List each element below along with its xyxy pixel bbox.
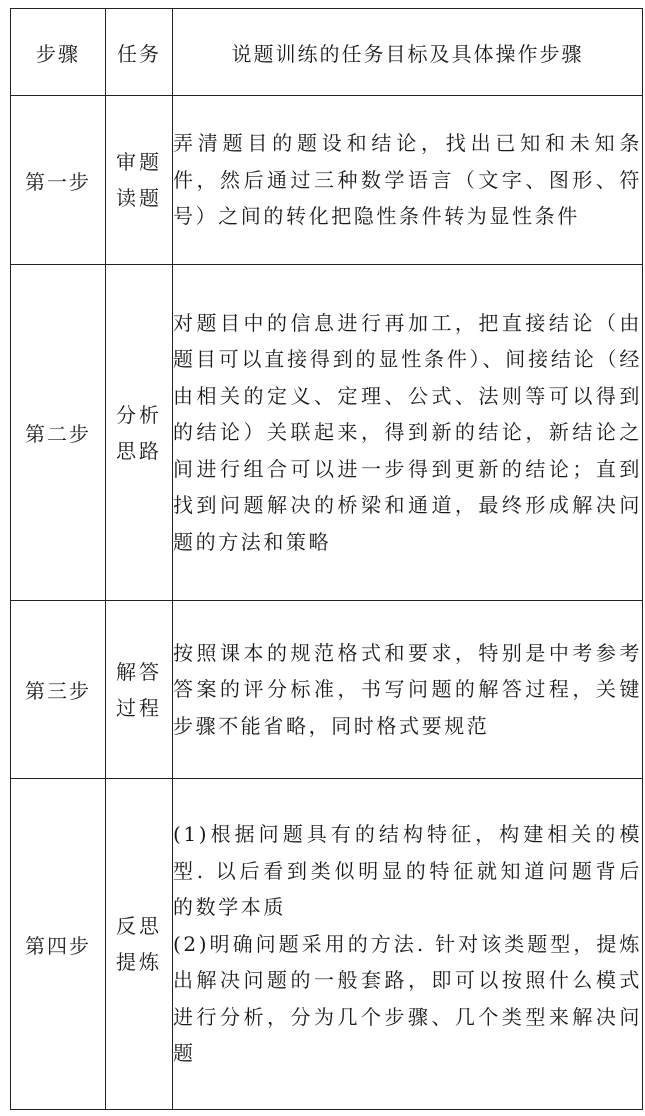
description-text: 按照课本的规范格式和要求，特别是中考参考答案的评分标准，书写问题的解答过程，关键步骤不能省略，同时格式要规范 [173,640,642,738]
task-label-line: 解答 [116,659,162,684]
steps-table [10,8,643,1110]
header-description: 说题训练的任务目标及具体操作步骤 [173,9,643,96]
table-row [11,779,643,1110]
table-header-row [11,9,643,96]
header-step: 步骤 [11,9,106,96]
step-label: 第二步 [11,265,106,601]
description-text: 对题目中的信息进行再加工，把直接结论（由题目可以直接得到的显性条件）、间接结论（经由相关的定义、定理、公式、法则等可以得到的结论）关联起来，得到新的结论，新结论之间进行组合可以进一步得到更新的结论；直到找到问题解决的桥梁和通道，最终形成解决问题的方法和策略 [173,310,642,554]
task-label [106,779,173,1110]
task-label-line: 提炼 [116,950,162,974]
step-label: 第四步 [11,779,106,1110]
table-row [11,601,643,779]
step-description [173,265,643,601]
task-label [106,601,173,779]
header-task: 任务 [106,9,173,96]
task-label [106,265,173,601]
step-description [173,601,643,779]
task-label-line: 分析 [116,402,162,427]
step-label: 第一步 [11,96,106,265]
task-label-line: 过程 [116,695,162,720]
step-description [173,96,643,265]
task-label [106,96,173,265]
table-row [11,265,643,601]
step-description [173,779,643,1110]
description-text: (2)明确问题采用的方法. 针对该类题型，提炼出解决问题的一般套路，即可以按照什么模式进行分析，分为几个步骤、几个类型来解决问题 [173,931,642,1066]
description-text: 弄清题目的题设和结论，找出已知和未知条件，然后通过三种数学语言（文字、图形、符号）之间的转化把隐性条件转为显性条件 [173,131,642,229]
task-label-line: 审题 [116,150,162,174]
table-row [11,96,643,265]
task-label-line: 读题 [116,186,162,210]
step-label: 第三步 [11,601,106,779]
task-label-line: 思路 [116,438,162,463]
task-label-line: 反思 [116,914,162,938]
description-text: (1)根据问题具有的结构特征，构建相关的模型. 以后看到类似明显的特征就知道问题背后的数学本质 [173,822,642,920]
